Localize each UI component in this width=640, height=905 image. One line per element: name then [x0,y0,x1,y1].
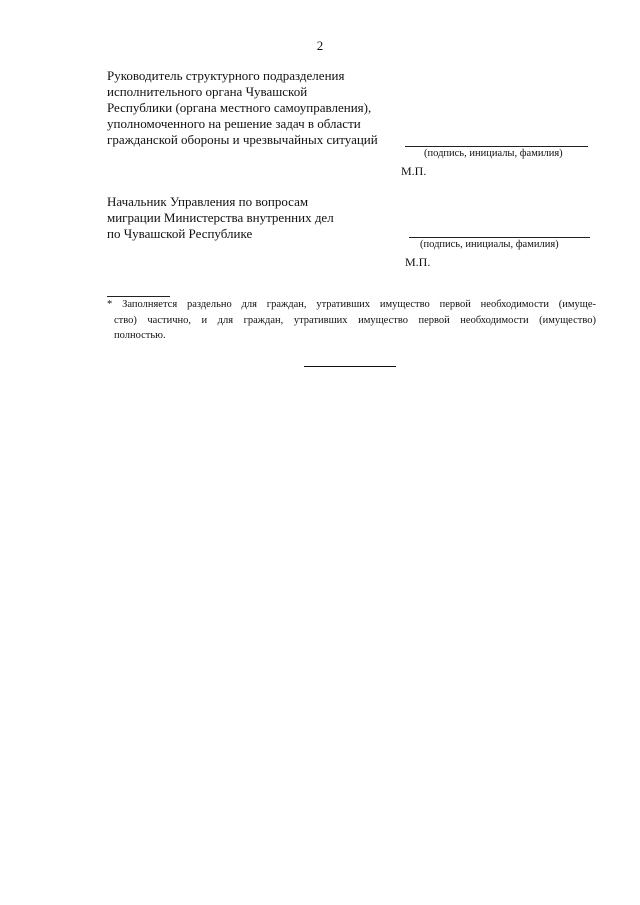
signatory-1-stamp-mark: М.П. [401,164,427,178]
signatory-1-title-line: уполномоченного на решение задач в области [107,116,361,131]
footnote-line: полностью. [114,330,166,341]
signatory-1-signature-caption: (подпись, инициалы, фамилия) [424,148,563,159]
footnote-text: Заполняется раздельно для граждан, утративших имущество первой необходимости (имуще- [122,299,597,310]
signatory-1-title-line: Республики (органа местного самоуправления), [107,100,372,115]
signatory-1-signature-line [405,146,588,147]
signatory-2-title [107,194,334,242]
signatory-2-signature-line [409,237,590,238]
signatory-2-stamp-mark: М.П. [405,255,431,269]
signatory-2-title-line: по Чувашской Республике [107,226,253,241]
end-of-document-rule [304,366,396,367]
signatory-2-title-line: миграции Министерства внутренних дел [107,210,334,225]
signatory-1-title-line: гражданской обороны и чрезвычайных ситуаций [107,132,378,147]
page-number: 2 [316,38,324,53]
footnote-marker: * [107,299,113,310]
signatory-2-signature-caption: (подпись, инициалы, фамилия) [420,239,559,250]
signatory-1-title-line: исполнительного органа Чувашской [107,84,308,99]
signatory-2-title-line: Начальник Управления по вопросам [107,194,309,209]
footnote-line [107,297,596,313]
signatory-1-title [107,68,378,148]
footnote-line: ство) частично, и для граждан, утративших имущество первой необходимости (имущество) [114,314,596,326]
signatory-1-title-line: Руководитель структурного подразделения [107,68,345,83]
footnote [107,297,596,344]
